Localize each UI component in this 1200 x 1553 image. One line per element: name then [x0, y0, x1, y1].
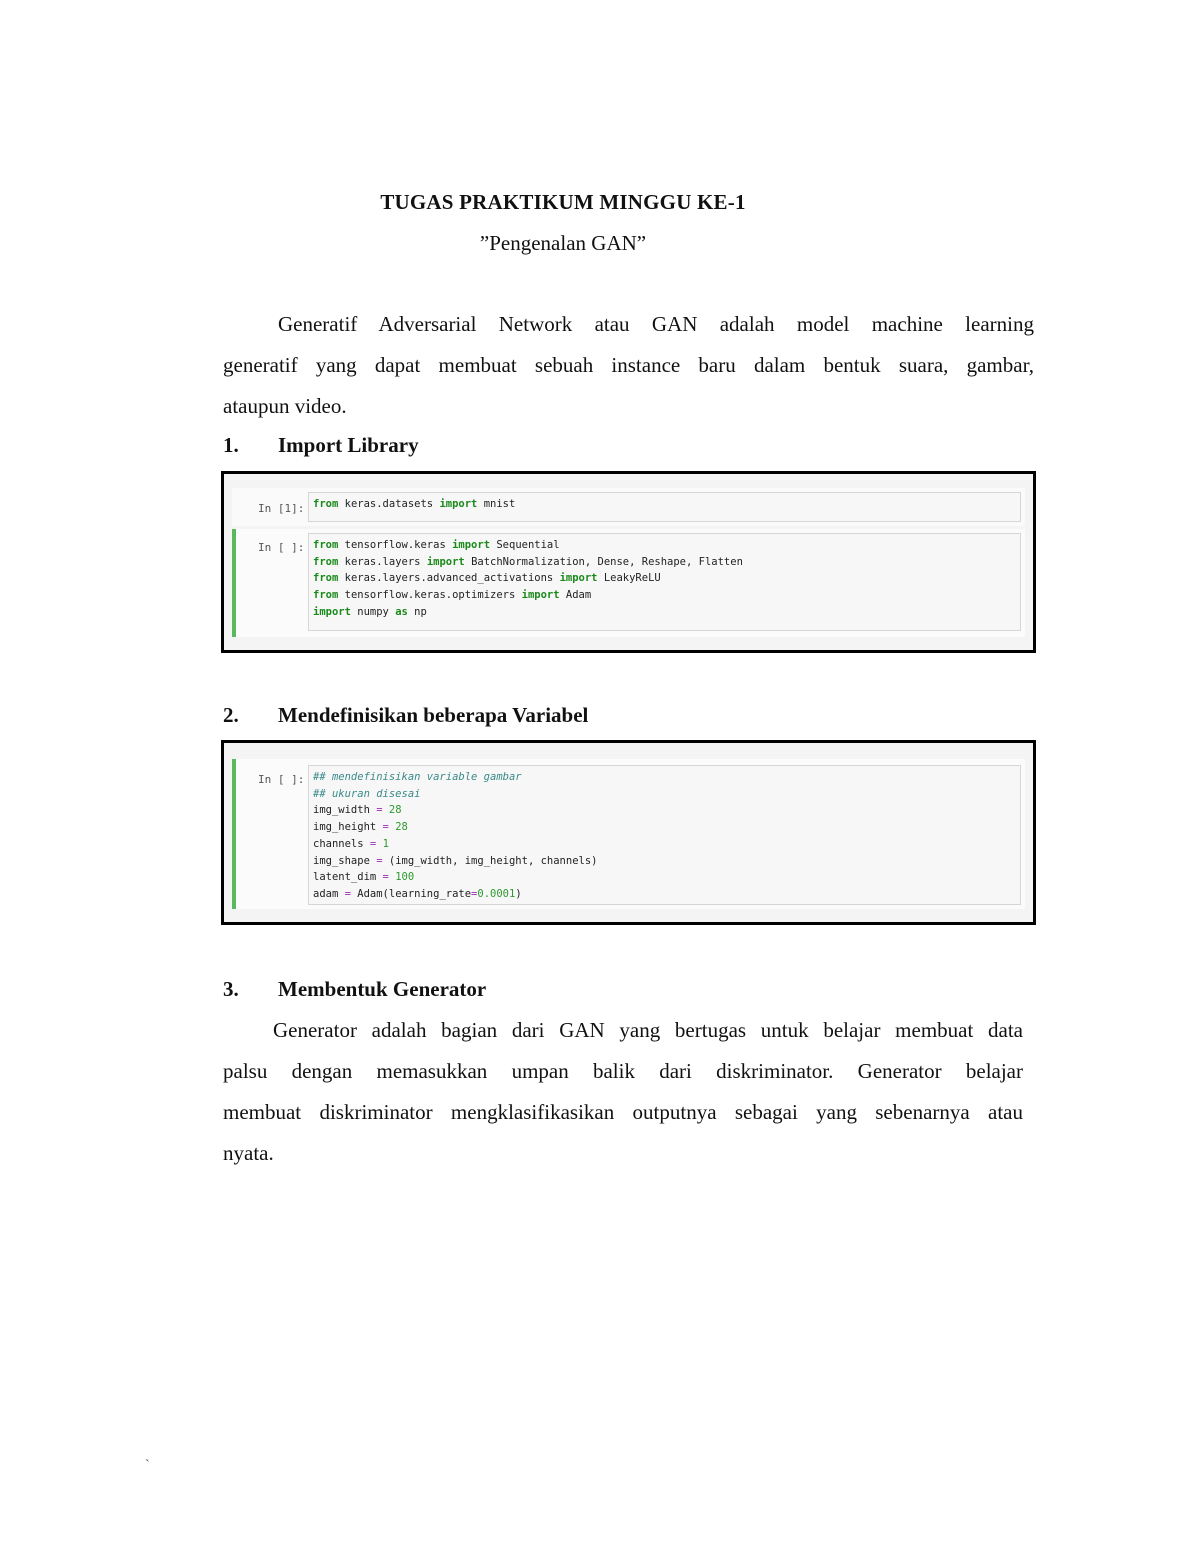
section-number: 1.: [223, 433, 239, 457]
code-text: keras.datasets: [338, 498, 440, 510]
code-line: [313, 853, 1016, 870]
code-line: [313, 537, 1016, 554]
code-text: BatchNormalization, Dense, Reshape, Flatten: [464, 555, 743, 568]
code-keyword: import: [521, 589, 560, 602]
code-keyword: import: [439, 498, 478, 510]
notebook-cell: [232, 488, 1025, 526]
code-number: 100: [395, 871, 415, 884]
section-title: Mendefinisikan beberapa Variabel: [278, 703, 589, 727]
code-comment: ## mendefinisikan variable gambar: [313, 771, 522, 783]
code-operator: =: [376, 854, 383, 867]
code-text: tensorflow.keras.optimizers: [338, 589, 522, 602]
code-operator: =: [382, 821, 389, 834]
section-heading-2: [223, 703, 588, 728]
code-number: 0.0001: [477, 887, 516, 900]
code-text: Sequential: [490, 539, 560, 551]
code-comment: ## ukuran disesai: [313, 787, 421, 800]
code-text: img_height: [313, 821, 383, 834]
notebook-screenshot-imports: [221, 471, 1036, 653]
code-input[interactable]: [308, 533, 1021, 631]
code-keyword: import: [452, 539, 491, 551]
section-title: Import Library: [278, 433, 419, 457]
notebook-screenshot-variables: [221, 740, 1036, 925]
code-line: [313, 836, 1016, 853]
code-line: [313, 886, 1016, 903]
code-text: numpy: [350, 605, 396, 618]
code-keyword: import: [426, 555, 465, 568]
section-number: 3.: [223, 977, 239, 1001]
intro-line-2: generatif yang dapat membuat sebuah instance baru dalam bentuk suara, gambar,: [223, 353, 1034, 377]
code-text: Adam: [559, 589, 592, 602]
code-line: [313, 869, 1016, 886]
code-text: latent_dim: [313, 871, 383, 884]
code-text: adam: [313, 887, 345, 900]
code-line: [313, 802, 1016, 819]
footer-mark: `: [145, 1458, 150, 1473]
code-operator: =: [369, 837, 377, 850]
code-text: ): [515, 887, 522, 900]
intro-paragraph: [223, 304, 1034, 427]
code-operator: =: [344, 887, 351, 900]
code-input[interactable]: [308, 765, 1021, 905]
code-keyword: from: [313, 555, 339, 568]
section-heading-3: [223, 977, 486, 1002]
document-subtitle: ”Pengenalan GAN”: [479, 231, 647, 255]
cell-prompt: In [ ]:: [258, 773, 305, 786]
code-keyword: from: [313, 572, 339, 585]
code-number: 1: [382, 837, 389, 850]
intro-line-3: ataupun video.: [223, 394, 347, 418]
code-keyword: from: [313, 539, 339, 551]
intro-line-1: Generatif Adversarial Network atau GAN adalah model machine learning: [278, 312, 1034, 336]
code-text: img_shape: [313, 854, 377, 867]
code-number: 28: [395, 821, 408, 834]
code-text: LeakyReLU: [597, 572, 661, 585]
code-operator: =: [376, 804, 383, 817]
code-keyword: as: [395, 605, 408, 618]
code-text: tensorflow.keras: [338, 539, 453, 551]
code-keyword: import: [559, 572, 598, 585]
code-text: img_width: [313, 804, 377, 817]
code-text: keras.layers.advanced_activations: [338, 572, 560, 585]
code-text: keras.layers: [338, 555, 427, 568]
code-text: Adam(learning_rate: [350, 887, 472, 900]
cell-prompt: In [ ]:: [258, 541, 305, 554]
generator-line-2: palsu dengan memasukkan umpan balik dari diskriminator. Generator belajar: [223, 1059, 1023, 1083]
code-operator: =: [382, 871, 389, 884]
generator-line-3: membuat diskriminator mengklasifikasikan outputnya sebagai yang sebenarnya atau: [223, 1100, 1023, 1124]
section-title: Membentuk Generator: [278, 977, 487, 1001]
code-line: [313, 604, 1016, 621]
code-text: mnist: [477, 498, 516, 510]
notebook-cell-selected: [232, 759, 1025, 909]
section-number: 2.: [223, 703, 239, 727]
code-line: [313, 587, 1016, 604]
code-line: [313, 496, 1016, 513]
generator-line-4: nyata.: [223, 1141, 274, 1165]
code-text: (img_width, img_height, channels): [382, 854, 598, 867]
generator-paragraph: [223, 1010, 1023, 1174]
code-line: [313, 554, 1016, 571]
code-keyword: import: [313, 605, 351, 618]
code-line: [313, 786, 1016, 803]
code-input[interactable]: [308, 492, 1021, 522]
code-text: np: [407, 605, 427, 618]
generator-line-1: Generator adalah bagian dari GAN yang bertugas untuk belajar membuat data: [273, 1018, 1023, 1042]
document-title: TUGAS PRAKTIKUM MINGGU KE-1: [380, 190, 746, 214]
code-keyword: from: [313, 589, 339, 602]
code-number: 28: [388, 804, 402, 817]
code-keyword: from: [313, 498, 339, 510]
code-operator: =: [471, 887, 478, 900]
cell-prompt: In [1]:: [258, 502, 305, 515]
code-line: [313, 819, 1016, 836]
code-line: [313, 769, 1016, 786]
code-text: channels: [313, 837, 370, 850]
section-heading-1: [223, 433, 419, 458]
code-line: [313, 570, 1016, 587]
notebook-cell-selected: [232, 529, 1025, 637]
